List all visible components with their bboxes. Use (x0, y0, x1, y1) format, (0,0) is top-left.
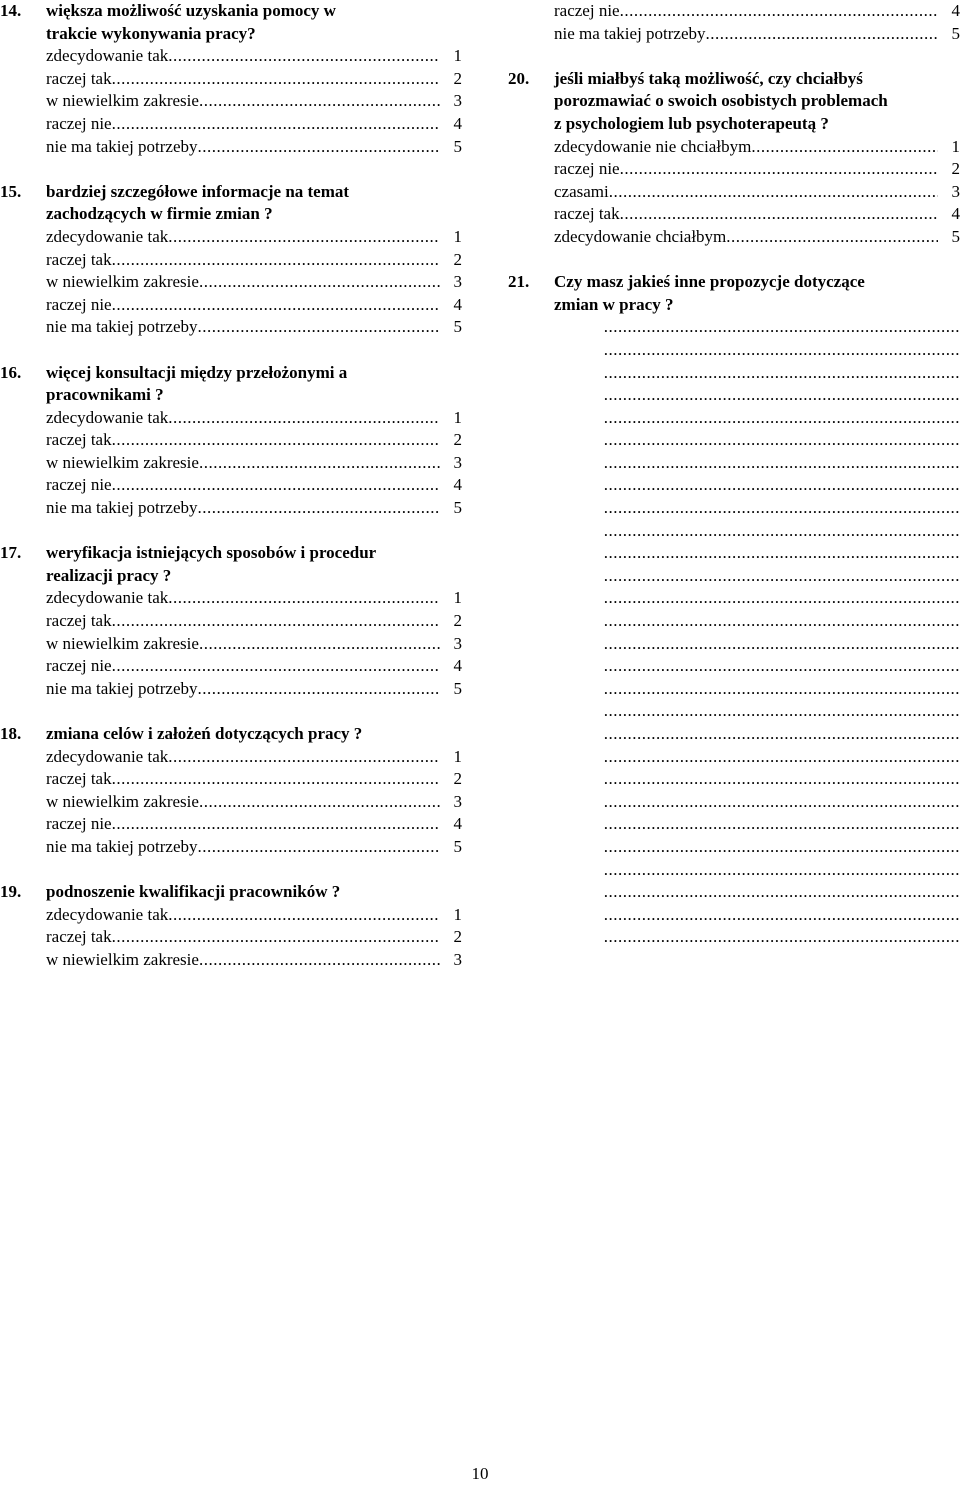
dot-leader (112, 474, 440, 497)
dot-leader (112, 429, 440, 452)
option-code: 5 (453, 317, 462, 337)
question-title-line (0, 384, 462, 407)
question-title: więcej konsultacji między przełożonymi a (46, 362, 348, 382)
question-number: 14. (0, 1, 22, 20)
option-label: zdecydowanie tak (46, 407, 169, 427)
answer-line[interactable]: ........................................................................... (603, 701, 960, 721)
dot-leader (112, 768, 440, 791)
spacer (0, 339, 462, 362)
option-label: raczej tak (554, 204, 620, 224)
answer-line[interactable]: ........................................................................... (603, 520, 960, 540)
answer-option[interactable] (554, 158, 960, 181)
answer-option[interactable] (46, 610, 462, 633)
dot-leader (112, 655, 440, 678)
answer-line[interactable]: ........................................................................... (603, 656, 960, 676)
answer-option[interactable] (46, 791, 462, 814)
dot-leader (199, 633, 440, 656)
option-label: w niewielkim zakresie (46, 91, 199, 111)
question-title: zachodzących w firmie zmian ? (46, 204, 273, 224)
answer-option[interactable] (46, 836, 462, 859)
option-code: 2 (453, 249, 462, 269)
answer-line[interactable]: ........................................................................... (603, 339, 960, 359)
answer-option[interactable] (46, 113, 462, 136)
option-label: raczej tak (46, 611, 112, 631)
option-code: 4 (453, 294, 462, 314)
answer-option[interactable] (554, 203, 960, 226)
option-label: zdecydowanie tak (46, 904, 169, 924)
option-label: nie ma takiej potrzeby (554, 23, 706, 43)
option-code: 2 (453, 430, 462, 450)
question-title-line (508, 68, 960, 91)
question-number: 20. (508, 68, 530, 88)
option-code: 2 (453, 927, 462, 947)
option-code: 3 (951, 181, 960, 201)
spacer (508, 249, 960, 272)
option-code: 1 (453, 407, 462, 427)
option-code: 1 (453, 746, 462, 766)
dot-leader (620, 158, 938, 181)
answer-line[interactable]: ........................................................................... (603, 678, 960, 698)
option-label: raczej tak (46, 430, 112, 450)
dot-leader (198, 678, 440, 701)
question-number: 19. (0, 882, 22, 902)
answer-line[interactable]: ........................................................................... (603, 611, 960, 631)
dot-leader (112, 294, 440, 317)
dot-leader (168, 407, 440, 430)
answer-line[interactable]: ........................................................................... (603, 407, 960, 427)
question-block (0, 362, 462, 520)
answer-line[interactable]: ........................................................................... (603, 904, 960, 924)
spacer (0, 158, 462, 181)
option-code: 5 (453, 678, 462, 698)
question-number: 17. (0, 543, 22, 563)
option-code: 3 (453, 791, 462, 811)
answer-option[interactable] (46, 474, 462, 497)
option-label: raczej nie (554, 159, 620, 179)
dot-leader (706, 23, 938, 46)
option-code: 3 (453, 452, 462, 472)
option-label: nie ma takiej potrzeby (46, 836, 198, 856)
answer-option[interactable] (46, 136, 462, 159)
answer-option[interactable] (46, 904, 462, 927)
dot-leader (199, 791, 440, 814)
option-code: 2 (453, 769, 462, 789)
dot-leader (112, 813, 440, 836)
option-label: nie ma takiej potrzeby (46, 498, 198, 518)
answer-option[interactable] (46, 633, 462, 656)
question-title: realizacji pracy ? (46, 565, 172, 585)
answer-option[interactable] (554, 0, 960, 23)
dot-leader (751, 136, 938, 159)
spacer (508, 45, 960, 68)
question-title: trakcie wykonywania pracy? (46, 23, 256, 43)
question-title-line (0, 203, 462, 226)
dot-leader (199, 271, 440, 294)
question-title: weryfikacja istniejących sposobów i procedur (46, 543, 377, 563)
answer-line[interactable]: ........................................................................... (603, 769, 960, 789)
option-label: raczej tak (46, 769, 112, 789)
option-label: w niewielkim zakresie (46, 791, 199, 811)
option-code: 3 (453, 949, 462, 969)
answer-line[interactable]: ........................................................................... (603, 362, 960, 382)
question-title: podnoszenie kwalifikacji pracowników ? (46, 882, 341, 902)
answer-option[interactable] (554, 181, 960, 204)
question-title-line (0, 881, 462, 904)
question-title: większa możliwość uzyskania pomocy w (46, 1, 336, 20)
question-number: 18. (0, 724, 22, 743)
option-code: 5 (453, 136, 462, 156)
question-number: 21. (508, 272, 530, 292)
dot-leader (168, 746, 440, 769)
option-code: 3 (453, 272, 462, 292)
question-title: bardziej szczegółowe informacje na temat (46, 181, 350, 201)
answer-option[interactable] (46, 949, 462, 972)
dot-leader (112, 249, 440, 272)
option-code: 5 (453, 498, 462, 518)
question-title-line (0, 362, 462, 385)
dot-leader (726, 226, 938, 249)
option-label: w niewielkim zakresie (46, 949, 199, 969)
option-label: w niewielkim zakresie (46, 272, 199, 292)
option-code: 1 (453, 588, 462, 608)
dot-leader (620, 203, 938, 226)
option-code: 4 (453, 113, 462, 133)
answer-option[interactable] (554, 136, 960, 159)
question-number: 15. (0, 181, 22, 201)
question-block (0, 542, 462, 700)
option-code: 5 (951, 226, 960, 246)
question-title-line (0, 0, 462, 23)
option-code: 4 (951, 204, 960, 224)
answer-option[interactable] (46, 926, 462, 949)
dot-leader (199, 90, 440, 113)
question-title: zmiana celów i założeń dotyczących pracy ? (46, 724, 363, 743)
answer-line[interactable]: ........................................................................... (603, 859, 960, 879)
answer-line[interactable]: ........................................................................... (603, 565, 960, 585)
option-code: 2 (453, 68, 462, 88)
question-block (0, 723, 462, 859)
option-code: 1 (453, 904, 462, 924)
dot-leader (112, 926, 440, 949)
answer-option[interactable] (46, 226, 462, 249)
answer-line[interactable]: ........................................................................... (603, 588, 960, 608)
option-label: raczej tak (46, 927, 112, 947)
answer-option[interactable] (46, 655, 462, 678)
option-label: zdecydowanie tak (46, 588, 169, 608)
question-title: zmian w pracy ? (554, 294, 674, 314)
option-code: 4 (453, 475, 462, 495)
question-title-line (508, 271, 960, 294)
option-label: zdecydowanie nie chciałbym (554, 136, 752, 156)
option-label: raczej nie (46, 814, 112, 834)
answer-line[interactable]: ........................................................................... (603, 633, 960, 653)
option-label: raczej nie (46, 475, 112, 495)
dot-leader (168, 226, 440, 249)
answer-line[interactable]: ........................................................................... (603, 430, 960, 450)
option-label: raczej nie (46, 294, 112, 314)
option-code: 1 (453, 46, 462, 66)
option-label: raczej nie (554, 1, 620, 20)
dot-leader (198, 497, 440, 520)
answer-option[interactable] (46, 587, 462, 610)
dot-leader (199, 949, 440, 972)
answer-option[interactable] (46, 746, 462, 769)
spacer (0, 520, 462, 543)
answer-line[interactable]: ........................................................................... (603, 385, 960, 405)
question-title: pracownikami ? (46, 385, 164, 405)
answer-option[interactable] (46, 249, 462, 272)
question-title-line (508, 294, 960, 317)
option-label: zdecydowanie tak (46, 46, 169, 66)
dot-leader (620, 0, 938, 23)
option-label: raczej nie (46, 113, 112, 133)
question-title-line (0, 723, 462, 746)
option-code: 5 (453, 836, 462, 856)
answer-option[interactable] (46, 68, 462, 91)
dot-leader (198, 316, 440, 339)
question-title: jeśli miałbyś taką możliwość, czy chciałbyś (554, 68, 863, 88)
option-code: 1 (951, 136, 960, 156)
option-label: w niewielkim zakresie (46, 633, 199, 653)
answer-option[interactable] (554, 226, 960, 249)
dot-leader (168, 587, 440, 610)
dot-leader (199, 452, 440, 475)
answer-line[interactable]: ........................................................................... (603, 452, 960, 472)
option-code: 2 (951, 159, 960, 179)
page-number: 10 (471, 1464, 489, 1483)
option-label: raczej tak (46, 68, 112, 88)
dot-leader (112, 113, 440, 136)
dot-leader (112, 68, 440, 91)
dot-leader (168, 45, 440, 68)
answer-line[interactable]: ........................................................................... (603, 746, 960, 766)
answer-line[interactable]: ........................................................................... (603, 498, 960, 518)
option-code: 1 (453, 226, 462, 246)
question-title-line (0, 181, 462, 204)
answer-option[interactable] (46, 452, 462, 475)
question-block (0, 181, 462, 339)
question-title-line (508, 90, 960, 113)
answer-option[interactable] (46, 316, 462, 339)
answer-line[interactable]: ........................................................................... (603, 475, 960, 495)
answer-line[interactable]: ........................................................................... (603, 543, 960, 563)
answer-line[interactable]: ........................................................................... (603, 836, 960, 856)
question-title: Czy masz jakieś inne propozycje dotyczące (554, 272, 865, 292)
right-column (508, 0, 960, 949)
option-label: zdecydowanie chciałbym (554, 226, 727, 246)
option-label: raczej tak (46, 249, 112, 269)
question-block (0, 0, 462, 158)
answer-option[interactable] (46, 429, 462, 452)
option-code: 3 (453, 91, 462, 111)
answer-line[interactable]: ........................................................................... (603, 791, 960, 811)
option-code: 2 (453, 611, 462, 631)
answer-option[interactable] (46, 678, 462, 701)
option-code: 4 (453, 656, 462, 676)
option-label: zdecydowanie tak (46, 746, 169, 766)
question-block (508, 68, 960, 249)
question-block (508, 271, 960, 949)
option-label: nie ma takiej potrzeby (46, 317, 198, 337)
spacer (0, 859, 462, 882)
answer-line[interactable]: ........................................................................... (603, 814, 960, 834)
question-number: 16. (0, 362, 22, 382)
question-title-line (0, 23, 462, 46)
dot-leader (112, 610, 440, 633)
answer-option[interactable] (46, 45, 462, 68)
option-label: czasami (554, 181, 609, 201)
answer-option[interactable] (46, 271, 462, 294)
answer-option[interactable] (46, 407, 462, 430)
question-title-line (0, 542, 462, 565)
dot-leader (168, 904, 440, 927)
question-title-line (0, 565, 462, 588)
answer-option[interactable] (46, 294, 462, 317)
option-code: 4 (951, 1, 960, 20)
answer-line[interactable]: ........................................................................... (603, 724, 960, 743)
option-code: 4 (453, 814, 462, 834)
question-block (0, 881, 462, 971)
option-label: nie ma takiej potrzeby (46, 678, 198, 698)
question-title: z psychologiem lub psychoterapeutą ? (554, 113, 829, 133)
option-label: nie ma takiej potrzeby (46, 136, 198, 156)
option-code: 5 (951, 23, 960, 43)
answer-line[interactable]: ........................................................................... (603, 317, 960, 337)
option-code: 3 (453, 633, 462, 653)
answer-option[interactable] (46, 497, 462, 520)
answer-option[interactable] (46, 90, 462, 113)
answer-option[interactable] (46, 768, 462, 791)
question-title: porozmawiać o swoich osobistych problemach (554, 91, 888, 111)
dot-leader (198, 136, 440, 159)
option-label: w niewielkim zakresie (46, 452, 199, 472)
left-column (0, 0, 462, 972)
dot-leader (609, 181, 938, 204)
answer-line[interactable]: ........................................................................... (603, 927, 960, 947)
answer-line[interactable]: ........................................................................... (603, 882, 960, 902)
answer-option[interactable] (554, 23, 960, 46)
spacer (0, 700, 462, 723)
option-label: zdecydowanie tak (46, 226, 169, 246)
dot-leader (198, 836, 440, 859)
option-label: raczej nie (46, 656, 112, 676)
answer-option[interactable] (46, 813, 462, 836)
question-title-line (508, 113, 960, 136)
